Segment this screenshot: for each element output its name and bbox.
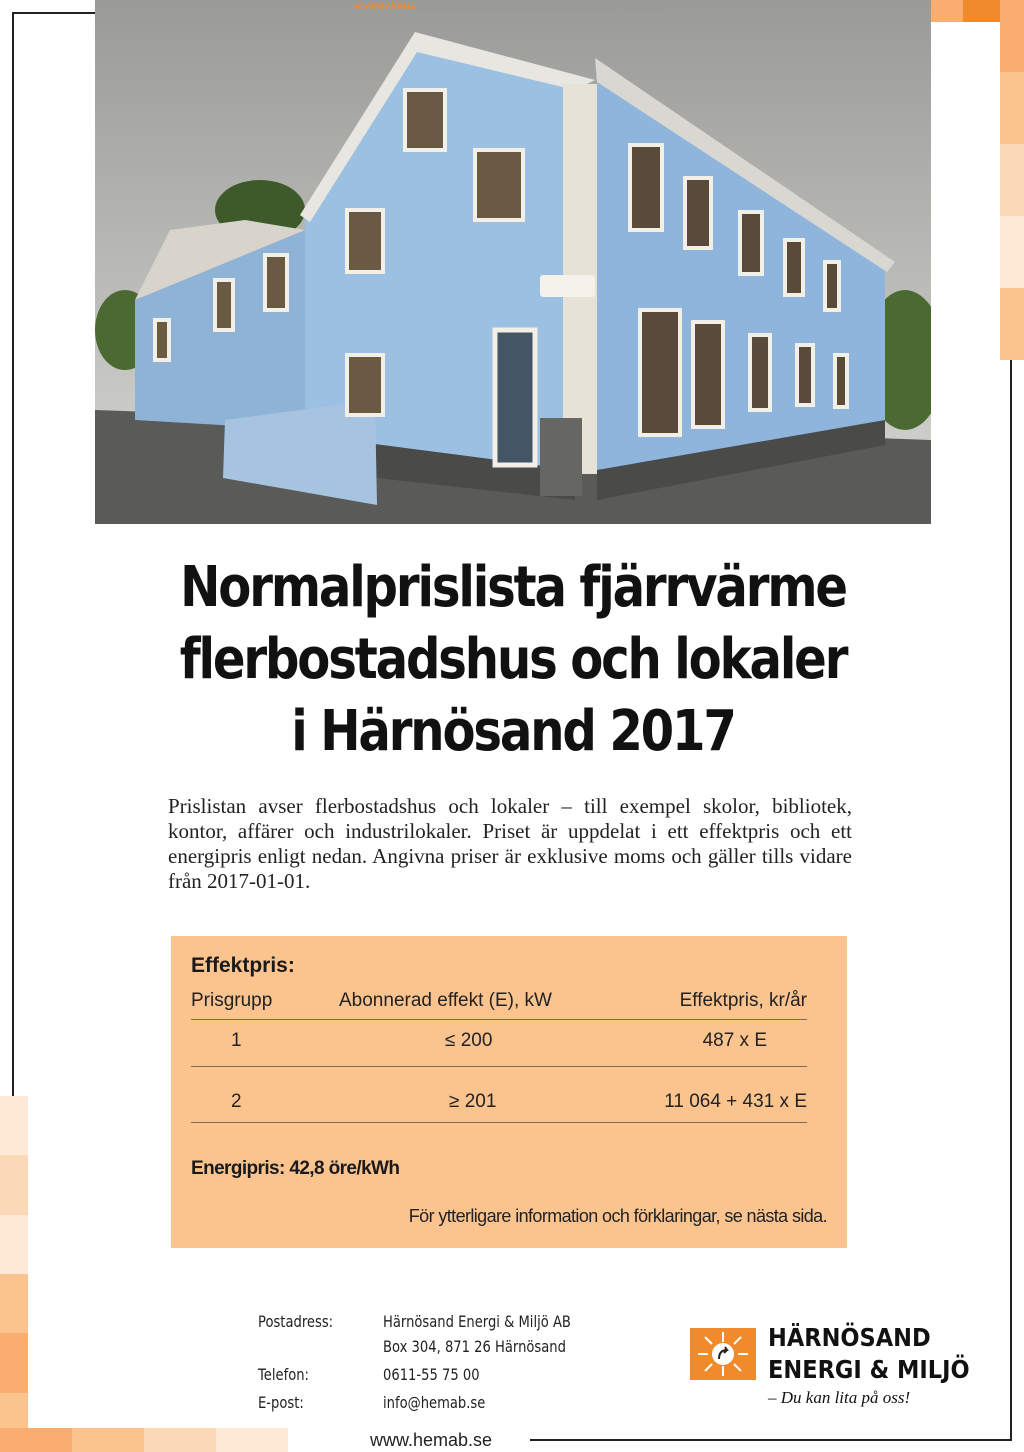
col-head-effekt: Abonnerad effekt (E), kW xyxy=(339,990,552,1011)
row-1-effect: ≤ 200 xyxy=(445,1030,493,1051)
page-title xyxy=(154,552,871,768)
nav-item-fjarrvarme[interactable]: FJÄRRVÄRME xyxy=(354,2,417,11)
label-postadress: Postadress: xyxy=(258,1312,334,1331)
telefon-value[interactable]: 0611-55 75 00 xyxy=(383,1365,480,1384)
label-telefon: Telefon: xyxy=(258,1365,309,1384)
postadress-line-1: Härnösand Energi & Miljö AB xyxy=(383,1312,571,1331)
email-link[interactable]: info@hemab.se xyxy=(383,1393,486,1412)
logo-slogan: – Du kan lita på oss! xyxy=(768,1388,911,1407)
more-info-note: För ytterligare information och förklaringar, se nästa sida. xyxy=(408,1206,827,1226)
row-2-group: 2 xyxy=(231,1091,242,1112)
nav-item-vindkraft[interactable]: VINDKRAFT xyxy=(619,2,672,11)
title-line-3: i Härnösand 2017 xyxy=(291,699,735,764)
effektpris-heading: Effektpris: xyxy=(191,954,295,977)
postadress-line-2: Box 304, 871 26 Härnösand xyxy=(383,1337,566,1356)
intro-paragraph: Prislistan avser flerbostadshus och lokaler – till exempel skolor, bibliotek, kontor, affärer och industrilokaler. Priset är uppdelat i ett effektpris och ett energipris enligt nedan. Angivna priser är exklusive moms och gäller tills vidare från 2017-01-01. xyxy=(168,794,852,893)
website-link[interactable]: www.hemab.se xyxy=(370,1430,493,1450)
nav-item-biogas[interactable]: BIOGAS xyxy=(575,2,612,11)
table-rule xyxy=(191,1122,807,1123)
label-epost: E-post: xyxy=(258,1393,304,1412)
nav-item-elnat[interactable]: ELNÄT xyxy=(467,2,498,11)
table-rule xyxy=(191,1019,807,1020)
decor-tiles-bottom xyxy=(0,1428,360,1452)
frame-line-left xyxy=(12,12,14,1096)
frame-line-right xyxy=(1010,360,1012,1440)
frame-line-top xyxy=(12,12,96,14)
price-box xyxy=(171,936,847,1248)
title-line-1: Normalprislista fjärrvärme xyxy=(180,555,846,620)
company-logo-text xyxy=(768,1322,970,1386)
row-1-price: 487 x E xyxy=(702,1030,767,1051)
sun-logo-icon xyxy=(690,1328,756,1380)
logo-line-2: ENERGI & MILJÖ xyxy=(768,1355,970,1384)
house-photo xyxy=(95,0,931,524)
decor-tiles-right xyxy=(1000,0,1024,360)
service-nav: FJÄRRVÄRME | VATTEN | ELNÄT | ÅTERVINNING | BIOGAS | VINDKRAFT xyxy=(354,2,672,11)
frame-line-bottom xyxy=(530,1439,1012,1441)
energy-price: Energipris: 42,8 öre/kWh xyxy=(191,1158,400,1179)
row-2-effect: ≥ 201 xyxy=(449,1091,497,1112)
col-head-pris: Effektpris, kr/år xyxy=(679,990,807,1011)
nav-item-vatten[interactable]: VATTEN xyxy=(424,2,460,11)
row-2-price: 11 064 + 431 x E xyxy=(664,1091,807,1112)
table-rule xyxy=(191,1066,807,1067)
logo-line-1: HÄRNÖSAND xyxy=(768,1323,931,1352)
decor-tiles-left xyxy=(0,1096,28,1452)
col-head-prisgrupp: Prisgrupp xyxy=(191,990,273,1011)
row-1-group: 1 xyxy=(231,1030,242,1051)
title-line-2: flerbostadshus och lokaler xyxy=(179,627,847,692)
nav-item-atervinning[interactable]: ÅTERVINNING xyxy=(505,2,568,11)
